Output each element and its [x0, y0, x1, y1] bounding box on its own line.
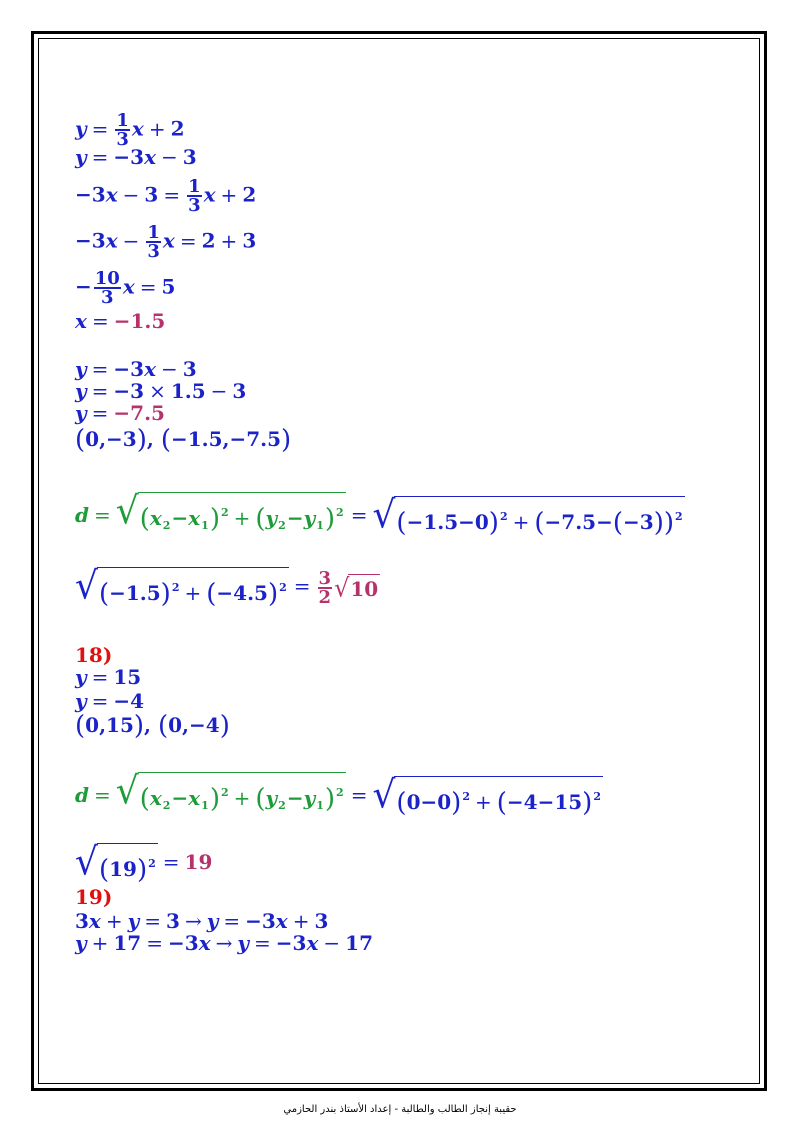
- equation-line-7: y = −3x − 3: [75, 357, 197, 381]
- distance-2-result: 19: [184, 850, 213, 874]
- problem-19-label: 19): [75, 885, 113, 909]
- equation-line-5: − $\frac{10}{3}$ x = 5: [75, 268, 176, 308]
- problem-18-label: 18): [75, 643, 113, 667]
- equation-19-1: 3x + y = 3 → y = −3x + 3: [75, 909, 329, 933]
- x-result: −1.5: [113, 309, 166, 333]
- equation-line-1: y = $\frac{1}{3}$ x + 2: [75, 110, 185, 150]
- distance-formula-2: d = √ $(x_2-x_1)^2 + (y_2-y_1)^2$ = √ $(0-0)^2 + (-4-15)^2$: [75, 772, 603, 821]
- distance-formula-1: d = √ $(x_2-x_1)^2 + (y_2-y_1)^2$ = √ $(-1.5-0)^2 + (-7.5-(-3))^2$: [75, 492, 685, 541]
- equation-line-4: −3x − $\frac{1}{3}$ x = 2 + 3: [75, 222, 257, 262]
- points-line-2: (0,15), (0,−4): [75, 711, 230, 741]
- equation-line-9: y = −7.5: [75, 401, 165, 425]
- equation-18-2: y = −4: [75, 689, 145, 713]
- distance-result-line-1: √ $(-1.5)^2 + (-4.5)^2$ = $\frac{3}{2}$ √ 10: [75, 564, 379, 609]
- equation-line-8: y = −3 × 1.5 − 3: [75, 379, 247, 403]
- equation-line-2: y = −3x − 3: [75, 145, 197, 169]
- equation-19-2: y + 17 = −3x → y = −3x − 17: [75, 931, 374, 955]
- y-result: −7.5: [113, 401, 165, 425]
- equation-18-1: y = 15: [75, 665, 142, 689]
- distance-result-line-2: √ $(19)^2$ = 19: [75, 840, 213, 885]
- page-footer: حقيبة إنجاز الطالب والطالبة - إعداد الأستاذ بندر الحازمي: [283, 1104, 517, 1115]
- equation-line-6: x = −1.5: [75, 309, 166, 333]
- points-line-1: (0,−3), (−1.5,−7.5): [75, 425, 292, 455]
- equation-line-3: −3x − 3 = $\frac{1}{3}$ x + 2: [75, 176, 257, 216]
